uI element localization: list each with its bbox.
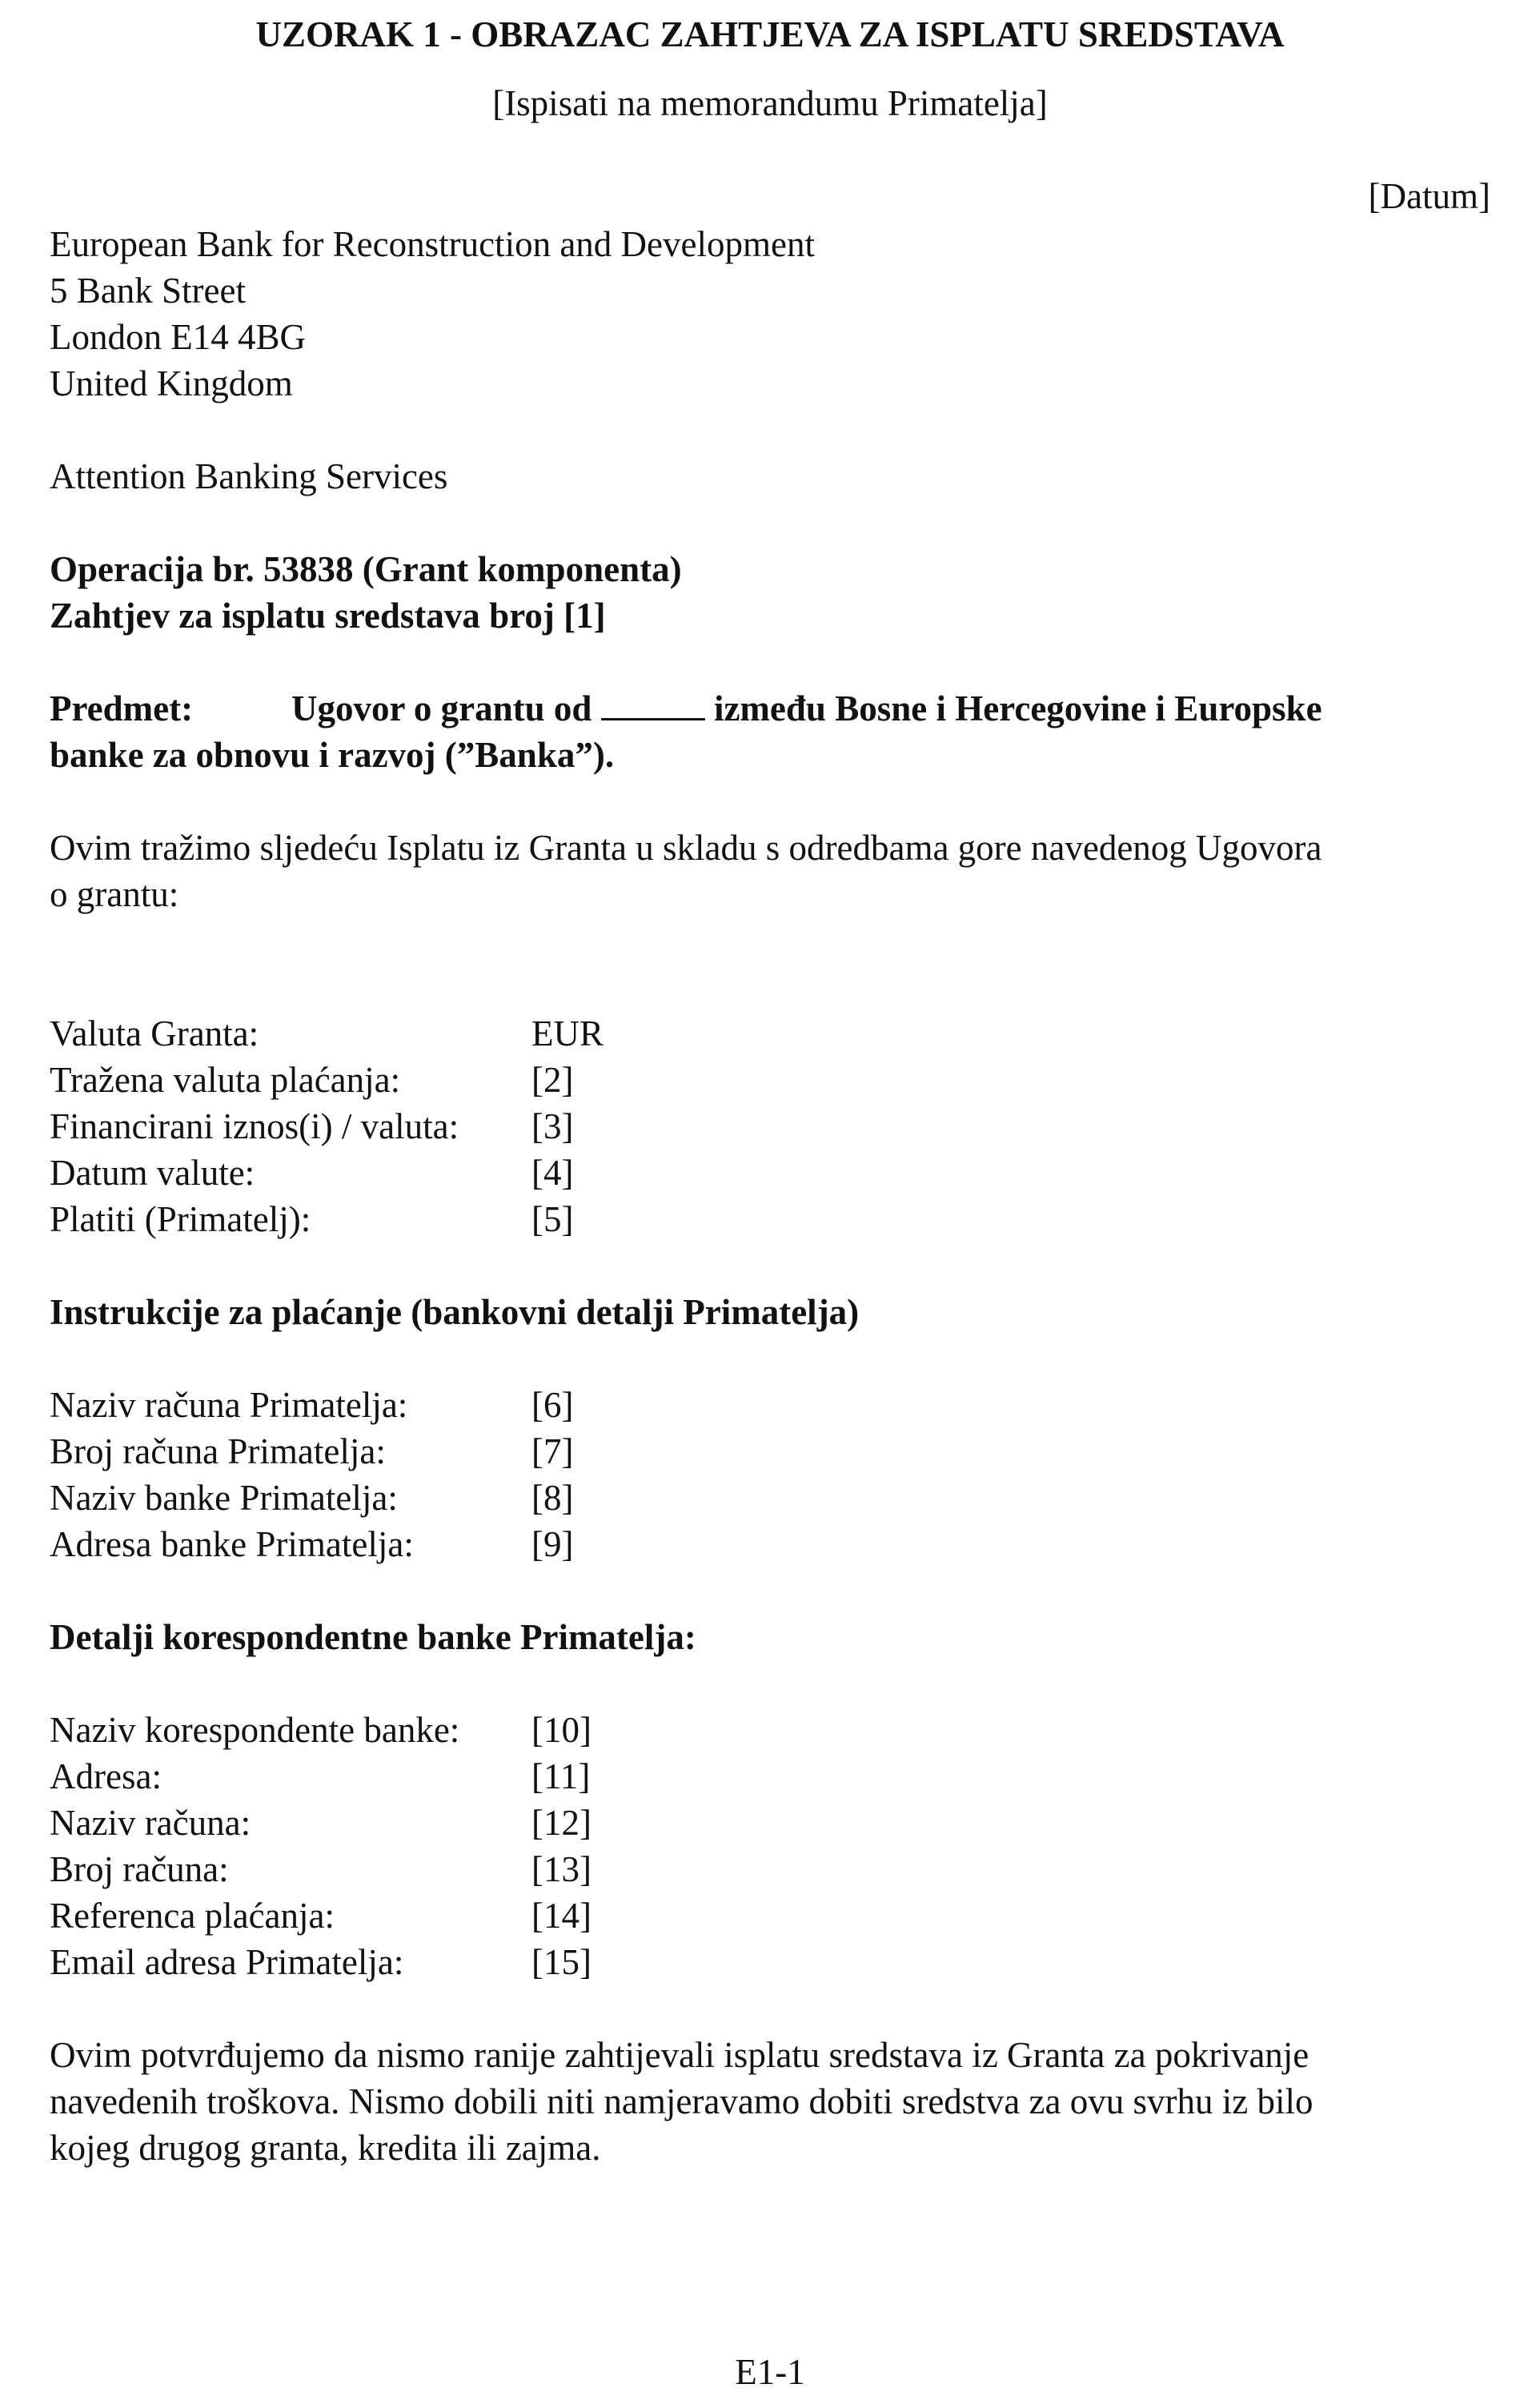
- page-number: E1-1: [735, 2352, 805, 2392]
- field-value-financed-amount: [3]: [531, 1106, 574, 1146]
- field-label-pay-to: Platiti (Primatelj):: [50, 1199, 311, 1239]
- field-label-correspondent-name: Naziv korespondente banke:: [50, 1710, 460, 1750]
- request-number: Zahtjev za isplatu sredstava broj [1]: [50, 596, 606, 636]
- letterhead-instruction: [Ispisati na memorandumu Primatelja]: [492, 83, 1048, 123]
- subject-line-2: banke za obnovu i razvoj (”Banka”).: [50, 735, 615, 775]
- field-value-bank-name: [8]: [531, 1478, 574, 1518]
- date-placeholder: [Datum]: [1368, 176, 1490, 216]
- field-value-value-date: [4]: [531, 1153, 574, 1193]
- date-blank-line: [601, 686, 705, 720]
- payment-instructions-heading: Instrukcije za plaćanje (bankovni detalji Primatelja): [50, 1292, 860, 1332]
- confirmation-line-3: kojeg drugog granta, kredita ili zajma.: [50, 2128, 601, 2168]
- confirmation-paragraph: [50, 2032, 1490, 2171]
- field-label-financed-amount: Financirani iznos(i) / valuta:: [50, 1106, 459, 1146]
- operation-number: Operacija br. 53838 (Grant komponenta): [50, 549, 682, 589]
- field-value-recipient-email: [15]: [531, 1942, 592, 1982]
- field-value-account-number: [7]: [531, 1431, 574, 1471]
- confirmation-line-1: Ovim potvrđujemo da nismo ranije zahtijevali isplatu sredstava iz Granta za pokrivanje: [50, 2035, 1309, 2075]
- field-value-correspondent-address: [11]: [531, 1756, 591, 1796]
- intro-line-1: Ovim tražimo sljedeću Isplatu iz Granta u skladu s odredbama gore navedenog Ugovora: [50, 828, 1322, 868]
- field-value-payment-currency: [2]: [531, 1060, 574, 1100]
- intro-paragraph: [50, 825, 1490, 917]
- field-label-account-name: Naziv računa Primatelja:: [50, 1385, 408, 1425]
- field-label-grant-currency: Valuta Granta:: [50, 1013, 259, 1054]
- field-label-bank-name: Naziv banke Primatelja:: [50, 1478, 398, 1518]
- subject-line-1: [291, 685, 1322, 732]
- field-value-correspondent-account-number: [13]: [531, 1849, 592, 1889]
- subject-text-after: između Bosne i Hercegovine i Europske: [713, 688, 1322, 728]
- field-label-payment-reference: Referenca plaćanja:: [50, 1896, 335, 1936]
- field-value-grant-currency: EUR: [531, 1013, 604, 1054]
- field-label-correspondent-account-number: Broj računa:: [50, 1849, 229, 1889]
- field-label-recipient-email: Email adresa Primatelja:: [50, 1942, 404, 1982]
- address-line-4: United Kingdom: [50, 363, 293, 403]
- intro-line-2: o grantu:: [50, 874, 179, 914]
- field-label-account-number: Broj računa Primatelja:: [50, 1431, 386, 1471]
- attention-line: Attention Banking Services: [50, 456, 448, 496]
- field-value-bank-address: [9]: [531, 1524, 574, 1564]
- field-value-payment-reference: [14]: [531, 1896, 592, 1936]
- field-label-payment-currency: Tražena valuta plaćanja:: [50, 1060, 401, 1100]
- field-label-bank-address: Adresa banke Primatelja:: [50, 1524, 414, 1564]
- subject-label: Predmet:: [50, 688, 194, 728]
- address-line-2: 5 Bank Street: [50, 271, 246, 311]
- field-value-correspondent-name: [10]: [531, 1710, 592, 1750]
- address-line-1: European Bank for Reconstruction and Development: [50, 224, 815, 264]
- field-value-pay-to: [5]: [531, 1199, 574, 1239]
- address-line-3: London E14 4BG: [50, 317, 306, 357]
- field-label-correspondent-account-name: Naziv računa:: [50, 1803, 251, 1843]
- field-value-account-name: [6]: [531, 1385, 574, 1425]
- confirmation-line-2: navedenih troškova. Nismo dobili niti namjeravamo dobiti sredstva za ovu svrhu iz bilo: [50, 2081, 1313, 2121]
- document-title: UZORAK 1 - OBRAZAC ZAHTJEVA ZA ISPLATU SREDSTAVA: [255, 14, 1285, 54]
- subject-text-before: Ugovor o grantu od: [291, 688, 592, 728]
- correspondent-bank-heading: Detalji korespondentne banke Primatelja:: [50, 1617, 696, 1657]
- field-label-value-date: Datum valute:: [50, 1153, 255, 1193]
- field-label-correspondent-address: Adresa:: [50, 1756, 162, 1796]
- field-value-correspondent-account-name: [12]: [531, 1803, 592, 1843]
